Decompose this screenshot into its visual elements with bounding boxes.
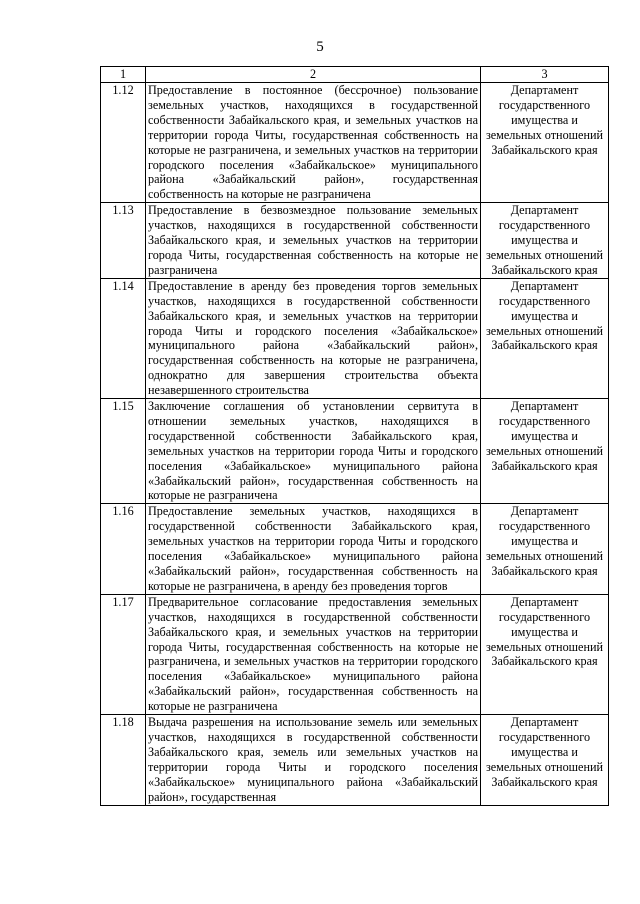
column-header: 3 (481, 67, 609, 83)
table-header-row (101, 67, 609, 83)
service-description: Предоставление земельных участков, находящихся в государственной собственности Забайкальского края, земельных участков на территории города Читы и городского поселения «Забайкальское» муниципального района «Забайкальский район», государственная собственность на которые не разграничена, в аренду без проведения торгов (146, 504, 481, 594)
responsible-department: Департамент государственного имущества и земельных отношений Забайкальского края (481, 504, 609, 594)
table-row (101, 203, 609, 279)
column-header: 1 (101, 67, 146, 83)
row-number: 1.16 (101, 504, 146, 594)
table-row (101, 399, 609, 504)
row-number: 1.12 (101, 83, 146, 203)
services-table (100, 66, 609, 806)
responsible-department: Департамент государственного имущества и земельных отношений Забайкальского края (481, 278, 609, 398)
responsible-department: Департамент государственного имущества и земельных отношений Забайкальского края (481, 83, 609, 203)
service-description: Выдача разрешения на использование земель или земельных участков, находящихся в государственной собственности Забайкальского края, земель или земельных участков на территории города Читы и городского поселения «Забайкальское» муниципального района «Забайкальский район», государственная (146, 715, 481, 805)
service-description: Предоставление в постоянное (бессрочное) пользование земельных участков, находящихся в государственной собственности Забайкальского края, и земельных участков на территории города Читы, государственная собственность на которые не разграничена, и земельных участков на территории городского поселения «Забайкальское» муниципального района «Забайкальский район», государственная собственность на которые не разграничена (146, 83, 481, 203)
service-description: Предоставление в безвозмездное пользование земельных участков, находящихся в государственной собственности Забайкальского края, и земельных участков на территории города Читы, государственная собственность на которые не разграничена (146, 203, 481, 279)
column-header: 2 (146, 67, 481, 83)
table-row (101, 83, 609, 203)
responsible-department: Департамент государственного имущества и земельных отношений Забайкальского края (481, 203, 609, 279)
row-number: 1.18 (101, 715, 146, 805)
table-row (101, 715, 609, 805)
service-description: Предоставление в аренду без проведения торгов земельных участков, находящихся в государственной собственности Забайкальского края, и земельных участков на территории города Читы и городского поселения «Забайкальское» муниципального района «Забайкальский район», государственная собственность на которые не разграничена, однократно для завершения строительства объекта незавершенного строительства (146, 278, 481, 398)
service-description: Предварительное согласование предоставления земельных участков, находящихся в государственной собственности Забайкальского края, и земельных участков на территории города Читы, государственная собственность на которые не разграничена, и земельных участков на территории городского поселения «Забайкальское» муниципального района «Забайкальский район», государственная собственность на которые не разграничена (146, 594, 481, 714)
table-row (101, 594, 609, 714)
table-row (101, 278, 609, 398)
table-row (101, 504, 609, 594)
responsible-department: Департамент государственного имущества и земельных отношений Забайкальского края (481, 594, 609, 714)
service-description: Заключение соглашения об установлении сервитута в отношении земельных участков, находящихся в государственной собственности Забайкальского края, земельных участков на территории города Читы и городского поселения «Забайкальское» муниципального района «Забайкальский район», государственная собственность на которые не разграничена (146, 399, 481, 504)
row-number: 1.17 (101, 594, 146, 714)
page-number: 5 (316, 39, 324, 55)
row-number: 1.14 (101, 278, 146, 398)
responsible-department: Департамент государственного имущества и земельных отношений Забайкальского края (481, 715, 609, 805)
row-number: 1.15 (101, 399, 146, 504)
responsible-department: Департамент государственного имущества и земельных отношений Забайкальского края (481, 399, 609, 504)
row-number: 1.13 (101, 203, 146, 279)
